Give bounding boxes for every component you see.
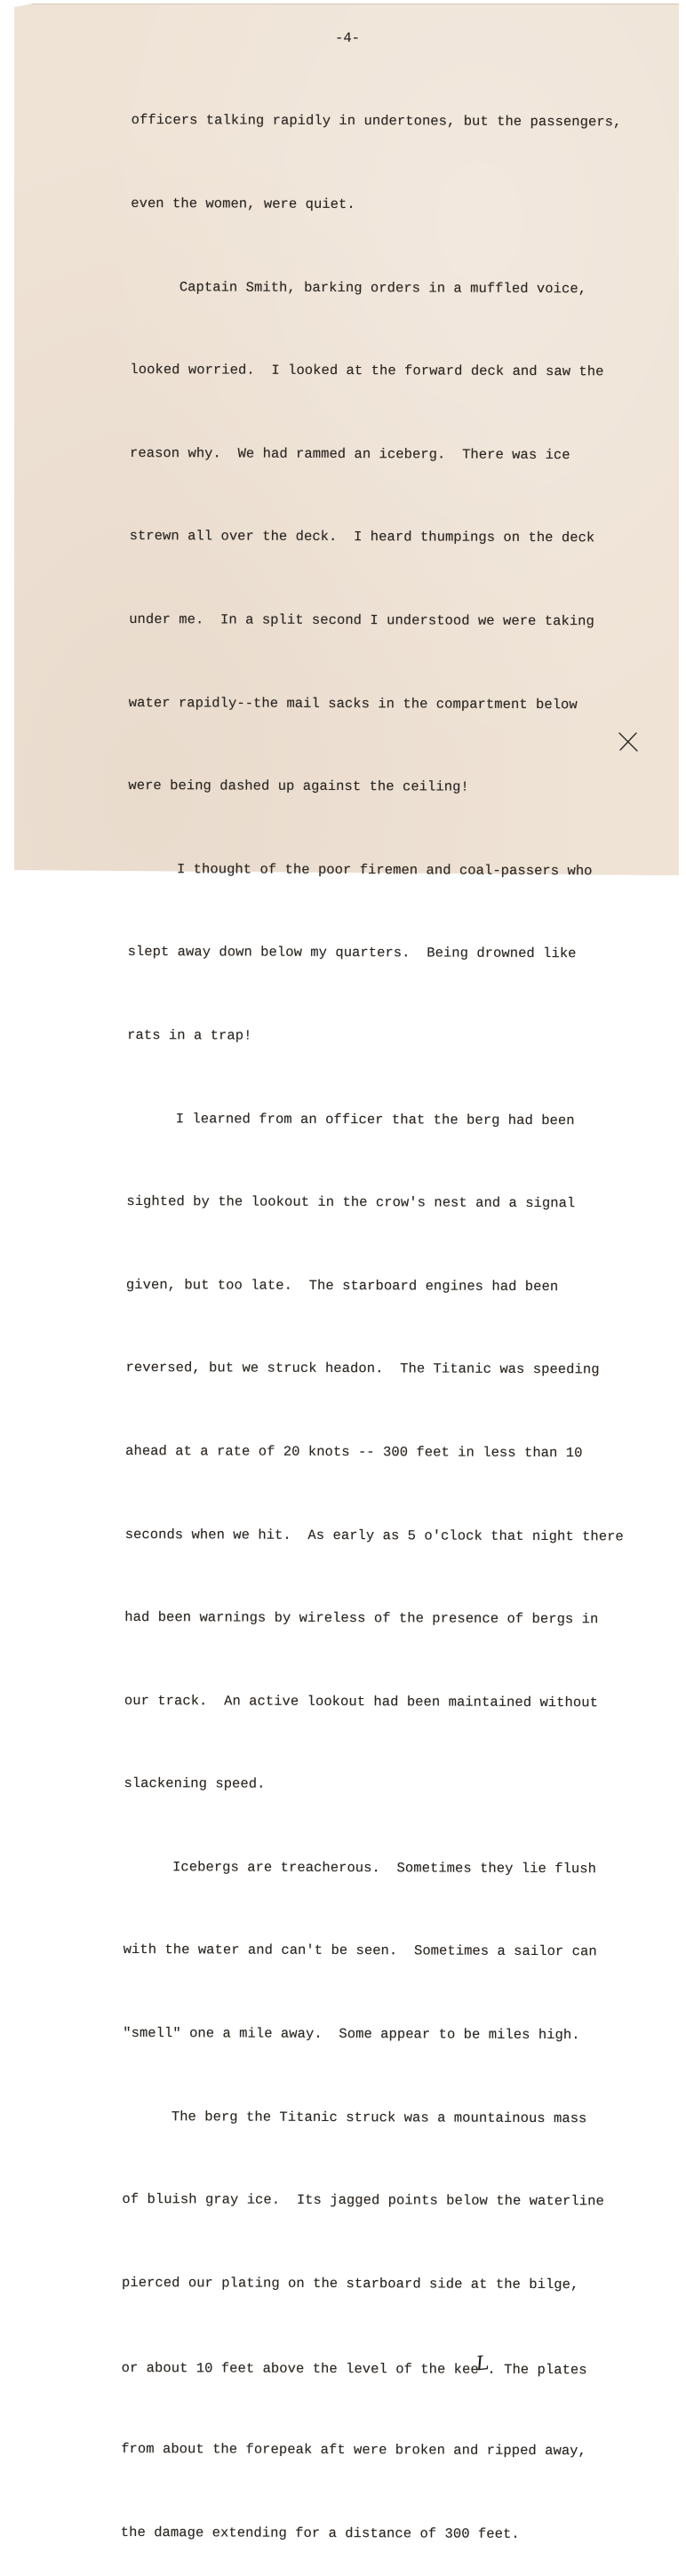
text-line: slept away down below my quarters. Being drowned like bbox=[127, 944, 577, 962]
text-line: ahead at a rate of 20 knots -- 300 feet in less than 10 bbox=[125, 1442, 583, 1462]
text-line: officers talking rapidly in undertones, but the passengers, bbox=[131, 112, 622, 131]
text-line: under me. In a split second I understood we were taking bbox=[129, 610, 594, 630]
text-line: Captain Smith, barking orders in a muffled voice, bbox=[179, 278, 587, 297]
text-line: pierced our plating on the starboard side at the bilge, bbox=[122, 2274, 579, 2293]
text-line: I learned from an officer that the berg had been bbox=[175, 1110, 575, 1128]
text-line: even the women, were quiet. bbox=[131, 195, 355, 213]
text-line: I thought of the poor firemen and coal-passers who bbox=[176, 860, 593, 880]
text-line: reason why. We had rammed an iceberg. There was ice bbox=[129, 444, 570, 463]
text-line: the damage extending for a distance of 300 feet. bbox=[120, 2524, 520, 2542]
text-line: strewn all over the deck. I heard thumpings on the deck bbox=[129, 528, 595, 546]
text-line: were being dashed up against the ceiling! bbox=[128, 778, 469, 795]
text-line: Icebergs are treacherous. Sometimes they lie flush bbox=[172, 1859, 597, 1878]
text-line-with-correction bbox=[122, 2352, 620, 2382]
text-after-correction: . The plates bbox=[487, 2362, 587, 2379]
page-number: -4- bbox=[334, 30, 361, 46]
typed-body-text bbox=[121, 52, 630, 2576]
text-line: looked worried. I looked at the forward deck and saw the bbox=[130, 362, 604, 380]
text-line: our track. An active lookout had been maintained without bbox=[124, 1692, 598, 1711]
text-line: given, but too late. The starboard engines had been bbox=[125, 1276, 559, 1295]
text-line: had been warnings by wireless of the presence of bergs in bbox=[124, 1609, 599, 1628]
text-line: water rapidly--the mail sacks in the compartment below bbox=[128, 694, 578, 713]
text-line: The berg the Titanic struck was a mountainous mass bbox=[171, 2108, 587, 2126]
text-line: sighted by the lookout in the crow's nest and a signal bbox=[126, 1193, 576, 1212]
text-line: reversed, but we struck headon. The Titanic was speeding bbox=[125, 1360, 600, 1378]
text-line: with the water and can't be seen. Sometimes a sailor can bbox=[123, 1942, 597, 1960]
margin-x-mark bbox=[617, 731, 640, 753]
text-before-correction: or about 10 feet above the level of the kee bbox=[121, 2360, 479, 2379]
text-line: slackening speed. bbox=[124, 1775, 266, 1792]
text-line: rats in a trap! bbox=[127, 1026, 252, 1044]
text-line: from about the forepeak aft were broken and ripped away, bbox=[121, 2441, 586, 2460]
text-line: "smell" one a mile away. Some appear to be miles high. bbox=[123, 2025, 580, 2044]
handwritten-correction: L bbox=[475, 2352, 491, 2376]
text-line: of bluish gray ice. Its jagged points below the waterline bbox=[122, 2191, 604, 2210]
text-line: seconds when we hit. As early as 5 o'clock that night there bbox=[124, 1526, 624, 1544]
